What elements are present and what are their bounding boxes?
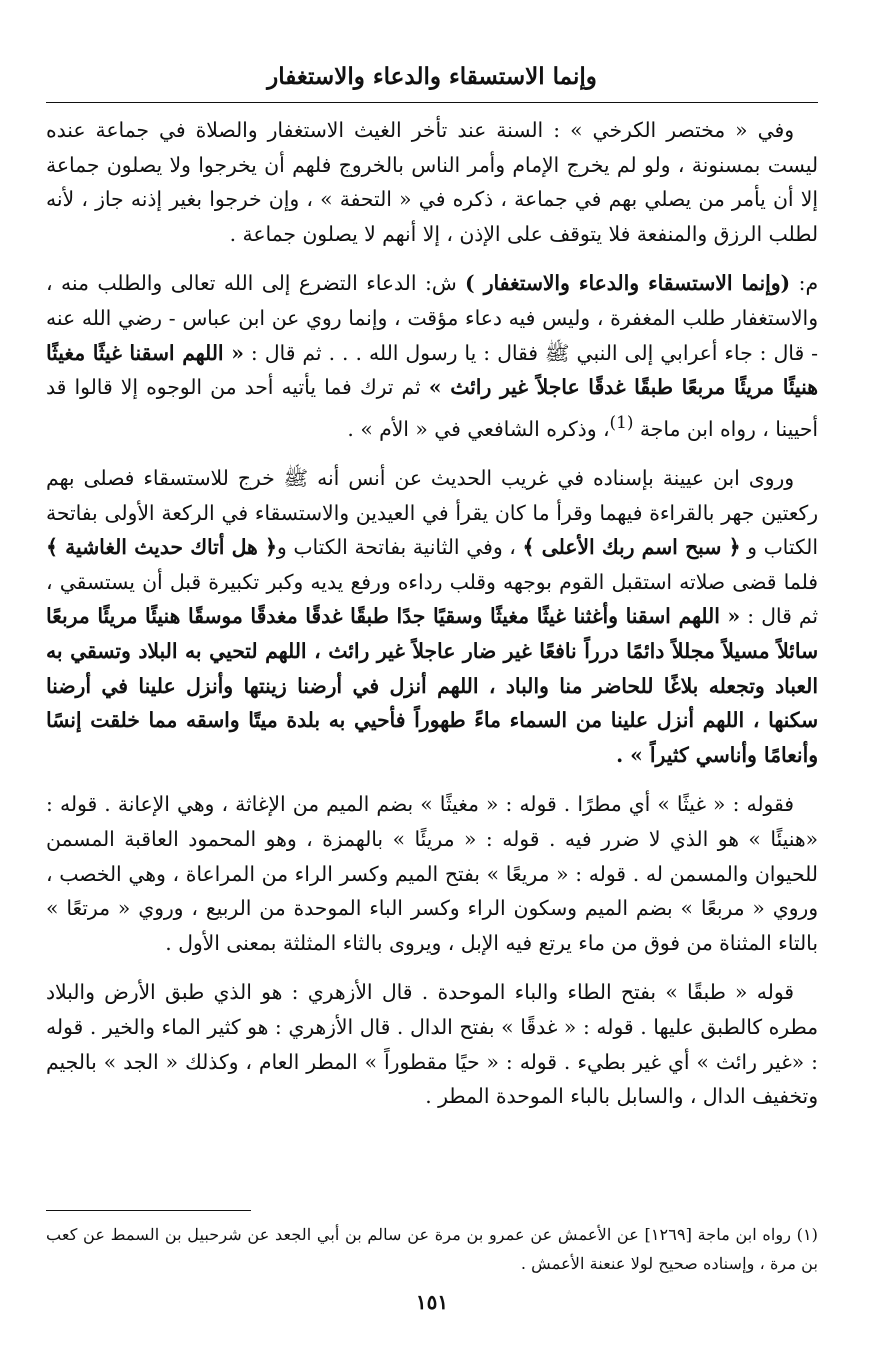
prayer-text: « اللهم اسقنا غيثًا مغيثًا هنيئًا مريئًا مربعًا طبقًا غدقًا عاجلاً غير رائث » [46, 340, 818, 400]
commentary-text: ، وذكره الشافعي في « الأم » . [347, 416, 610, 441]
paragraph-text: ، وفي الثانية بفاتحة الكتاب و [276, 535, 516, 560]
paragraph-text: فلما قضى صلاته استقبل القوم بوجهه وقلب رداءه ورفع يديه وكبر تكبيرة قبل أن يستسقي ، ثم قال : [46, 569, 818, 629]
paragraph-ibn-uyayna [46, 461, 818, 772]
commentary-text: ثم ترك فما يأتيه أحد من الوجوه إلا قالوا قد أحيينا ، رواه ابن ماجة [46, 375, 818, 441]
matn-label: م: [798, 271, 818, 296]
paragraph-definitions-1 [46, 787, 818, 960]
paragraph-text: وفي « مختصر الكرخي » : السنة عند تأخر الغيث الاستغفار والصلاة في جماعة عنده ليست بمسنونة ، ولو لم يخرج الإمام وأمر الناس بالخروج فلهم أن يخرجوا ولا يصلون جماعة إلا أن يأمر من يصلي بهم في جماعة ، ذكره في « التحفة » ، وإن خرجوا بغير إذنه جاز ، لأنه لطلب الرزق والمنفعة فلا يتوقف على الإذن ، إلا أنهم لا يصلون جماعة . [46, 118, 818, 246]
page [46, 60, 818, 1360]
header-rule [46, 102, 818, 103]
paragraph-definitions-2 [46, 975, 818, 1113]
page-number: ١٥١ [415, 1290, 449, 1314]
paragraph-text: فقوله : « غيثًا » أي مطرًا . قوله : « مغيثًا » بضم الميم من الإغاثة ، وهي الإعانة . قوله : «هنيئًا » هو الذي لا ضرر فيه . قوله : « مريئًا » بالهمزة ، وهو المحمود العاقبة المسمن للحيوان والمسمن له . قوله : « مريعًا » بفتح الميم وكسر الراء من المراعاة ، وهي الخصب ، وروي « مربعًا » بضم الميم وسكون الراء وكسر الباء الموحدة من الربيع ، وروي « مرتعًا » بالتاء المثناة من فوق من ماء يرتع فيه الإبل ، ويروى بالثاء المثلثة بمعنى الأول . [46, 792, 818, 955]
running-header: وإنما الاستسقاء والدعاء والاستغفار [267, 63, 597, 90]
matn-text: (وإنما الاستسقاء والدعاء والاستغفار ) [465, 271, 791, 296]
footnote: (١) رواه ابن ماجة [١٢٦٩] عن الأعمش عن عمرو بن مرة عن سالم بن أبي الجعد عن شرحبيل بن السمط عن كعب بن مرة ، وإسناده صحيح لولا عنعنة الأعمش . [46, 1225, 818, 1273]
prayer-text: « اللهم اسقنا وأغثنا غيثًا مغيثًا وسقيًا جدًا طبقًا غدقًا مغدقًا موسقًا هنيئًا مريئًا مربعًا سائلاً مسيلاً مجللاً دائمًا درراً نافعًا غير ضار عاجلاً غير رائث ، اللهم لتحيي به البلاد وتسقي به العباد وتجعله بلاغًا للحاضر منا والباد ، اللهم أنزل في أرضنا زينتها وأنزل علينا في أرضنا سكنها ، اللهم أنزل علينا من السماء ماءً طهوراً فأحيي به بلدة ميتًا واسقه مما خلقت إنسًا وأنعامًا وأناسي كثيراً » . [46, 604, 818, 767]
surah-quote: ﴿ هل أتاك حديث الغاشية ﴾ [46, 535, 277, 560]
footnote-ref[interactable]: (1) [609, 411, 634, 432]
footnote-rule [46, 1210, 251, 1211]
surah-quote: ﴿ سبح اسم ربك الأعلى ﴾ [522, 535, 741, 560]
paragraph-text: قوله « طبقًا » بفتح الطاء والباء الموحدة . قال الأزهري : هو الذي طبق الأرض والبلاد مطره كالطبق عليها . قوله : « غدقًا » بفتح الدال . قال الأزهري : هو كثير الماء والخير . قوله : «غير رائث » أي غير بطيء . قوله : « حيًا مقطوراً » المطر العام ، وكذلك « الجد » بالجيم وتخفيف الدال ، والسابل بالباء الموحدة المطر . [46, 980, 818, 1109]
paragraph-karkhi [46, 113, 818, 251]
paragraph-text: وروى ابن عيينة بإسناده في غريب الحديث عن أنس أنه ﷺ خرج للاستسقاء فصلى بهم ركعتين جهر بالقراءة فيهما وقرأ ما كان يقرأ في العيدين والاستسقاء في الركعة الأولى بفاتحة الكتاب و [46, 466, 818, 560]
paragraph-matn-istisqa [46, 266, 818, 446]
commentary-text: ش: الدعاء التضرع إلى الله تعالى والطلب منه ، والاستغفار طلب المغفرة ، وليس فيه دعاء مؤقت ، وإنما روي عن ابن عباس - رضي الله عنه - قال : جاء أعرابي إلى النبي ﷺ فقال : يا رسول الله . . . ثم قال : [46, 271, 819, 365]
